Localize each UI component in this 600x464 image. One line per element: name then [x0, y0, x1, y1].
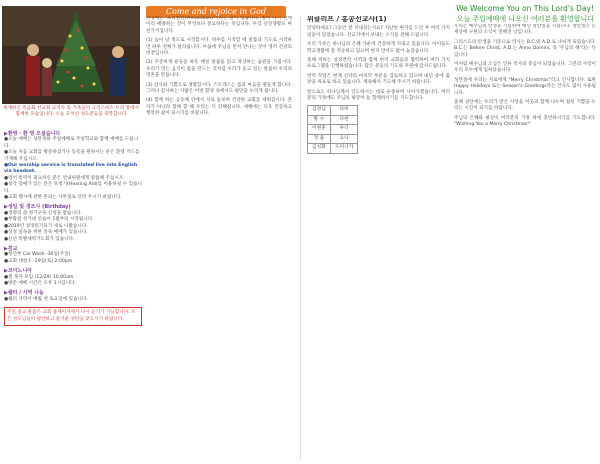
list-item: ●청각 장애가 있는 분은 보청기(Hearing Aid)를 이용하실 수 있습니다.	[4, 182, 142, 194]
header-welcome-ko: 오늘 주일예배에 나오신 여러분을 환영합니다	[456, 15, 594, 23]
list-item: ●Our worship service is translated live into English via headset.	[4, 163, 138, 175]
list-item: ●영어 통역이 필요하신 분은 안내위원에게 말씀해 주십시오.	[4, 175, 125, 181]
paragraph: (1) 높이 날 정도로 시작합시다. 하루를 시작할 때 말씀과 기도로 시작하면 하루 전체가 달라집니다. 아침에 주님을 먼저 만나는 것이 영적 건강의 비결입니다.	[146, 38, 292, 57]
paragraph: 건강에는 '프리벤션(Prevention)'이라는 말이 있습니다. 병이 나기 전에 미리 예방하는 것이 무엇보다 중요하다는 뜻입니다. 우리 신앙생활도 마찬가지입니다.	[146, 16, 292, 34]
table-cell: 다현	[330, 115, 358, 124]
section-title: ▶쉘터 / 사역 나눔	[4, 290, 44, 297]
table-cell: 황 수	[308, 115, 331, 124]
section-title: ▶생일 및 경조사 (Birthday)	[4, 204, 71, 211]
list-item: ●성경 일독을 위한 통독 예배가 있습니다.	[4, 230, 88, 236]
photo-caption: 세계한인 복음화 선교회 교역자 및 가족들이 크리스마스 트리 앞에서 함께한 모습입니다. 오늘 모이신 성도분들을 축복합니다	[3, 106, 139, 117]
header-welcome	[456, 4, 594, 24]
christmas-column	[454, 24, 596, 460]
list-item: ●2019년 성경읽기표가 새로 나왔습니다.	[4, 223, 88, 229]
paragraph: 주님의 은혜와 평강이 여러분의 가정 위에 충만하시기를 기도합니다. "Wishing You a Merry Christmas!"	[454, 115, 596, 128]
table-row	[308, 144, 358, 153]
list-item: ●부활절 성가대 연습이 1월부터 시작됩니다.	[4, 217, 94, 223]
list-item: ●오늘 예배는 성탄축하 주일예배로 주일학교와 함께 예배를 드립니다.	[4, 137, 139, 149]
announcements-column	[4, 128, 142, 460]
paragraph: 올해 저희는 성경번역 사역과 함께 현지 교회들과 협력하여 여러 가지 프로그램을 진행하였습니다. 많은 분들의 기도와 후원에 감사드립니다.	[307, 58, 450, 70]
list-item: ●교회 행사에 관한 문의는 사무실로 연락 주시기 바랍니다.	[4, 195, 122, 201]
list-item: ●신년 특별새벽기도회가 있습니다.	[4, 236, 75, 242]
table-cell: 김정님	[308, 106, 331, 115]
notice-box: 주일 설교 말씀은 교회 홈페이지에서 다시 듣기가 가능합니다. 모든 성도님들이 평안하고 즐거운 성탄을 맞으시기 바랍니다.	[4, 307, 142, 326]
paragraph: 올해 성탄에는 우리가 받은 사랑을 이웃과 함께 나누며 참된 기쁨을 누리는 시간이 되기를 바랍니다.	[454, 100, 596, 112]
list-item: ●오늘 처음 교회를 방문하셨거나 등록을 원하시는 분은 환영 카드를 기재해 주십시오.	[4, 150, 140, 162]
paragraph: 성탄절에 우리는 서로에게 "Merry Christmas"라고 인사합니다. 또한 Happy Holidays 또는 Season's Greetings라는 인사도 많이 사용됩니다.	[454, 77, 596, 96]
christmas-photo	[2, 6, 140, 104]
list-item: ●생명의 삶 정기구독 신청을 받습니다.	[4, 210, 82, 216]
table-row	[308, 115, 358, 124]
header-left-title: Come and rejoice in God	[146, 6, 286, 18]
table-row	[308, 134, 358, 143]
table-cell: 이현훈	[308, 125, 331, 134]
list-item: ●셀 목자 모임 (12/29) 10:00am	[4, 274, 74, 280]
table-cell: 김성화	[308, 144, 331, 153]
section-title: ▶친교	[4, 245, 18, 252]
christmas-tree-image	[2, 6, 140, 104]
table-cell: 타비	[330, 106, 358, 115]
paragraph: 그리스도의 탄생을 기준으로 역사는 B.C.와 A.D.로 나뉘게 되었습니다. B.C.는 Before Christ, A.D.는 Anno Domini, 즉 '주님의 해'라는 뜻입니다.	[454, 39, 596, 58]
paragraph: 우리 가족은 하나님의 은혜 가운데 건강하게 지내고 있습니다. 아이들도 학교생활에 잘 적응하고 있으며 현지 언어도 많이 늘었습니다.	[307, 42, 450, 54]
table-cell: 요나	[330, 134, 358, 143]
table-cell: 루디	[330, 125, 358, 134]
name-table	[307, 105, 358, 153]
paragraph: (2) 꾸준하게 운동을 하듯 매일 말씀을 읽고 묵상하는 습관을 가집시다. 우리가 먹는 음식이 몸을 만드는 것처럼 우리가 듣고 읽는 말씀이 우리의 영혼을 만듭니다.	[146, 60, 292, 79]
table-cell: 정 율	[308, 134, 331, 143]
missionary-letter-column	[300, 16, 450, 460]
section-title: ▶환영 · 환 영 오셨습니다	[4, 131, 61, 137]
list-item: ●쉘터 사역이 매월 첫 토요일에 있습니다.	[4, 296, 88, 302]
paragraph: (4) 함께 하는 공동체 안에서 서로 돌보며 건강한 교회를 세워갑시다. 혼자가 아니라 함께 할 때 우리는 더 강해집니다. 새해에는 더욱 건강하고 행복한 삶이 되시기를 바랍니다.	[146, 98, 292, 117]
list-item: ●청년부 Car Wash -30일(주일)	[4, 252, 71, 258]
list-item: ●방문 예배 시간은 오후 1시입니다.	[4, 280, 76, 286]
table-row	[308, 125, 358, 134]
paragraph: 안녕하세요? 그동안 잘 지내셨는지요? 지난번 편지를 드린 후 여러 가지 일들이 있었습니다. 선교지에서 보내는 소식을 전해 드립니다.	[307, 26, 450, 38]
letter-title: 위클리프 / 홍콩선교사(1)	[307, 16, 387, 23]
paragraph: 이처럼 예수님의 오심은 인류 역사의 중심이 되었습니다. 그분의 사랑이 우리 모두에게 임하셨습니다.	[454, 62, 596, 74]
header-welcome-en: We Welcome You on This Lord's Day!	[456, 4, 594, 13]
paragraph: (3) 감사와 기쁨으로 생활합시다. 스트레스는 몸과 마음을 병들게 합니다. 그러나 감사하는 사람은 어떤 환경 속에서도 평안을 누리게 됩니다.	[146, 82, 292, 95]
pastor-column	[146, 16, 292, 460]
list-item: ●교회 대청소 -29일(토) 2:00pm	[4, 258, 73, 264]
paragraph: 번역 작업은 현재 신약의 마지막 부분을 검토하고 있으며 내년 중에 출판을 목표로 하고 있습니다. 계속해서 기도해 주시기 바랍니다.	[307, 73, 450, 86]
table-cell: 도미니카	[330, 144, 358, 153]
paragraph: 우리는 예수님의 탄생을 기념하며 매년 성탄절을 지킵니다. 성탄절은 온 세상에 구원의 소식이 전해진 날입니다.	[454, 24, 596, 36]
table-row	[308, 106, 358, 115]
paragraph: 앞으로도 하나님께서 인도하시는 대로 순종하며 나아가겠습니다. 여러분의 가정에도 주님의 평강이 늘 함께하시기를 기도합니다.	[307, 89, 450, 102]
section-title: ▶코이노니아	[4, 268, 32, 275]
